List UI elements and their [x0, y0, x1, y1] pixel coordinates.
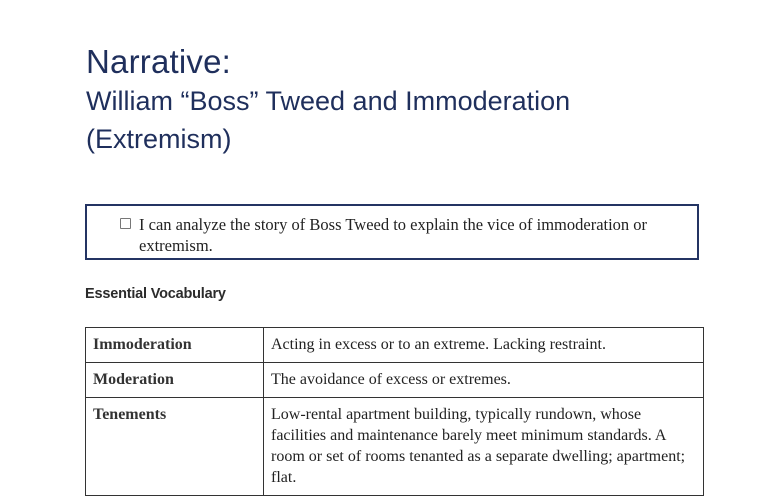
objective-text: I can analyze the story of Boss Tweed to explain the vice of immoderation or extremism. — [139, 215, 648, 255]
page-title: Narrative: — [86, 43, 232, 80]
page-subtitle-line2: (Extremism) — [86, 124, 232, 154]
table-row — [86, 328, 704, 363]
vocabulary-heading: Essential Vocabulary — [85, 286, 226, 302]
learning-objective — [120, 214, 690, 256]
table-row — [86, 363, 704, 398]
title-block — [86, 42, 570, 158]
vocab-term: Moderation — [86, 363, 264, 398]
vocab-term: Immoderation — [86, 328, 264, 363]
vocab-definition: Acting in excess or to an extreme. Lacking restraint. — [264, 328, 704, 363]
vocab-definition: The avoidance of excess or extremes. — [264, 363, 704, 398]
page-subtitle-line1: William “Boss” Tweed and Immoderation — [86, 86, 571, 116]
objective-checkbox[interactable] — [120, 218, 131, 229]
table-row — [86, 398, 704, 496]
vocab-term: Tenements — [86, 398, 264, 496]
vocab-definition: Low-rental apartment building, typically rundown, whose facilities and maintenance barely meet minimum standards. A room or set of rooms tenanted as a separate dwelling; apartment; flat. — [264, 398, 704, 496]
vocabulary-table — [85, 327, 704, 496]
learning-objective-box — [85, 204, 699, 260]
